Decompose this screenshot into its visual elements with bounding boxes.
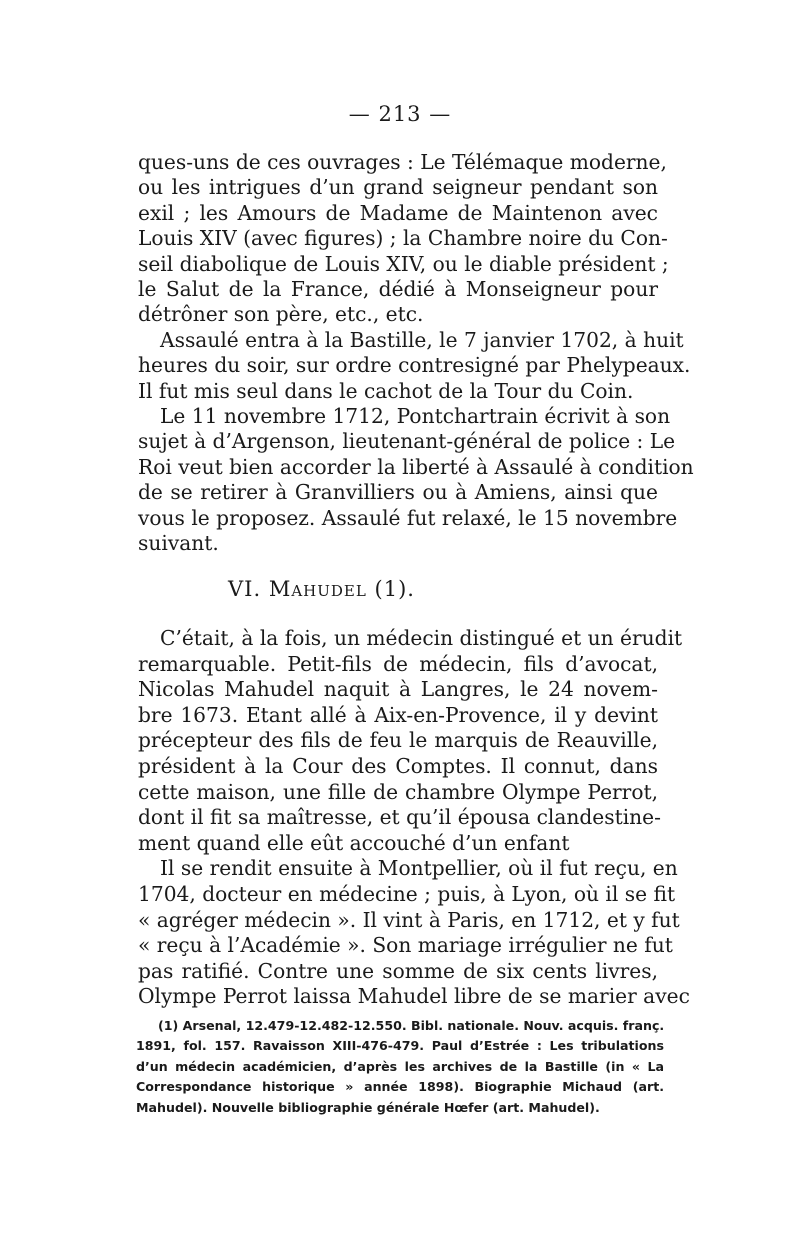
text-line: de se retirer à Granvilliers ou à Amiens, ainsi que [138,480,658,505]
footnotes [136,1016,664,1118]
section-numeral: VI. [228,577,262,601]
text-line: pas ratifié. Contre une somme de six cents livres, [138,958,658,983]
text-line: cette maison, une fille de chambre Olympe Perrot, [138,779,658,804]
main-text-bottom [138,626,690,1010]
text-line: Il fut mis seul dans le cachot de la Tour du Coin. [138,378,634,403]
text-line: Louis XIV (avec figures) ; la Chambre noire du Con- [138,226,668,251]
text-line: ou les intrigues d’un grand seigneur pendant son [138,175,658,200]
section-heading [228,577,415,601]
text-line: « agréger médecin ». Il vint à Paris, en 1712, et y fut [138,907,680,932]
text-line: le Salut de la France, dédié à Monseigneur pour [138,277,658,302]
text-line: seil diabolique de Louis XIV, ou le diable président ; [138,251,669,276]
section-note-ref: (1). [374,577,415,601]
text-line: Il se rendit ensuite à Montpellier, où il fut reçu, en [160,856,678,881]
footnote-line: d’un médecin académicien, d’après les archives de la Bastille (in « La [136,1058,664,1074]
text-line: suivant. [138,531,219,556]
text-line: Assaulé entra à la Bastille, le 7 janvier 1702, à huit [160,327,684,352]
text-line: remarquable. Petit-fils de médecin, fils d’avocat, [138,651,658,676]
footnote-line: Mahudel). Nouvelle bibliographie générale Hœfer (art. Mahudel). [136,1099,600,1115]
text-line: Olympe Perrot laissa Mahudel libre de se marier avec [138,984,690,1009]
text-line: « reçu à l’Académie ». Son mariage irrégulier ne fut [138,933,673,958]
text-line: ment quand elle eût accouché d’un enfant [138,830,570,855]
footnote-line: Correspondance historique » année 1898). Biographie Michaud (art. [136,1079,664,1095]
main-text-top [138,150,694,557]
text-line: précepteur des fils de feu le marquis de Reauville, [138,728,658,753]
text-line: 1704, docteur en médecine ; puis, à Lyon, où il se fit [138,881,676,906]
text-line: Roi veut bien accorder la liberté à Assaulé à condition [138,454,694,479]
page-number: — 213 — [348,102,452,126]
text-line: bre 1673. Etant allé à Aix-en-Provence, il y devint [138,702,658,727]
footnote-line: (1) Arsenal, 12.479-12.482-12.550. Bibl. nationale. Nouv. acquis. franç. [158,1018,665,1033]
text-line: sujet à d’Argenson, lieutenant-général de police : Le [138,429,676,454]
section-name: Mahudel [268,577,367,601]
text-line: C’était, à la fois, un médecin distingué et un érudit [160,626,683,650]
text-line: président à la Cour des Comptes. Il connut, dans [138,753,658,778]
text-line: vous le proposez. Assaulé fut relaxé, le 15 novembre [138,505,678,530]
text-line: exil ; les Amours de Madame de Maintenon avec [138,200,658,225]
footnote-line: 1891, fol. 157. Ravaisson XIII-476-479. Paul d’Estrée : Les tribulations [136,1038,664,1054]
text-line: Le 11 novembre 1712, Pontchartrain écrivit à son [160,404,671,429]
text-line: détrôner son père, etc., etc. [138,302,424,327]
text-line: ques-uns de ces ouvrages : Le Télémaque moderne, [138,150,667,174]
text-line: dont il fit sa maîtresse, et qu’il épousa clandestine- [138,805,661,830]
text-line: Nicolas Mahudel naquit à Langres, le 24 novem- [138,677,658,702]
text-line: heures du soir, sur ordre contresigné par Phelypeaux. [138,353,691,378]
